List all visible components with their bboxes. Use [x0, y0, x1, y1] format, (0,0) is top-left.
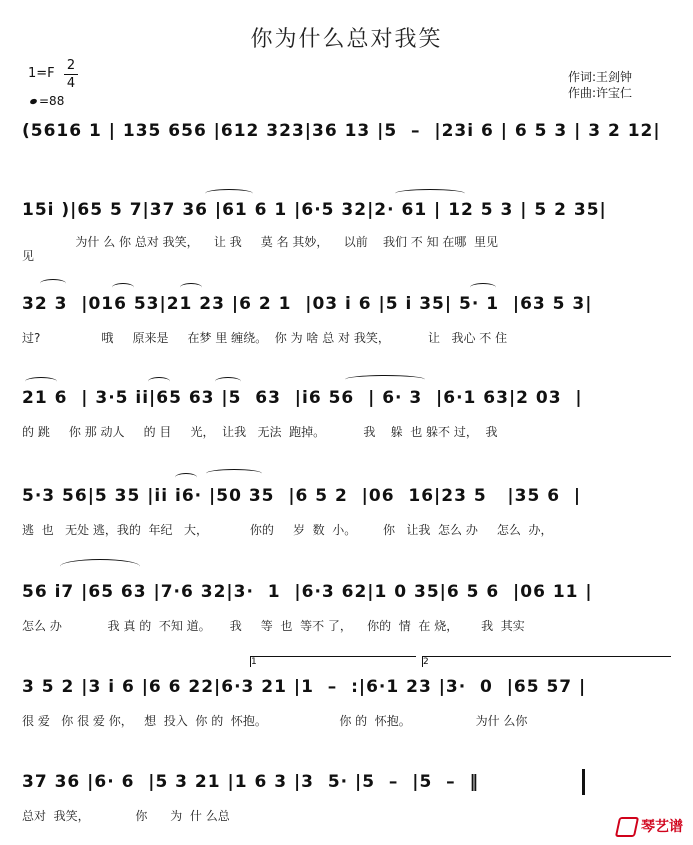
staff-system-3 — [0, 289, 693, 345]
notation-line: 5·3 56|5 35 |ii i6· |50 35 |6 5 2 |06 16|23 5 |35 6 | — [22, 486, 582, 506]
slur — [40, 279, 66, 288]
staff-system-1 — [0, 116, 693, 166]
notation-line: 15i )|65 5 7|37 36 |61 6 1 |6·5 32|2· 61 | 12 5 3 | 5 2 35| — [22, 200, 607, 220]
staff-system-4 — [0, 383, 693, 439]
staff-system-2 — [0, 195, 693, 263]
lyric-line: 的 跳 你 那 动人 的 目 光， 让我 无法 跑掉。 我 躲 也 躲不 过， 我 — [22, 425, 498, 439]
slur — [175, 473, 197, 482]
song-title: 你为什么总对我笑 — [250, 27, 443, 52]
slur — [215, 377, 241, 386]
notation-line: 56 i7 |65 63 |7·6 32|3· 1 |6·3 62|1 0 35|6 5 6 |06 11 | — [22, 582, 593, 602]
watermark-text: 琴艺谱 — [641, 819, 683, 835]
volta-second-number: 2 — [423, 657, 429, 667]
lyric-line: 很 爱 你 很 爱 你， 想 投入 你 的 怀抱。 你 的 怀抱。 为什 么你 — [22, 714, 528, 728]
slur — [112, 283, 134, 292]
lyric-line: 过? 哦 原来是 在梦 里 缠绕。 你 为 啥 总 对 我笑， 让 我心 不 住 — [22, 331, 508, 345]
notation-line: (5616 1 | 135 656 |612 323|36 13 |5 – |23i 6 | 6 5 3 | 3 2 12| — [22, 121, 661, 141]
time-signature-divider — [64, 74, 78, 75]
slur — [180, 283, 202, 292]
staff-system-7 — [0, 657, 693, 728]
staff-system-8 — [0, 767, 693, 823]
volta-first-number: 1 — [251, 657, 257, 667]
slur — [205, 189, 253, 198]
volta-second-ending — [422, 656, 671, 667]
staff-system-6 — [0, 577, 693, 633]
logo-icon — [615, 817, 639, 837]
composer-credit: 作曲:许宝仁 — [568, 86, 633, 100]
notation-line: 3 5 2 |3 i 6 |6 6 22|6·3 21 |1 – :|6·1 23 |3· 0 |65 57 | — [22, 677, 587, 697]
quarter-note-icon — [29, 98, 37, 105]
slur — [148, 377, 170, 386]
notation-line: 32 3 |016 53|21 23 |6 2 1 |03 i 6 |5 i 35| 5· 1 |63 5 3| — [22, 294, 593, 314]
time-signature-top: 2 — [66, 58, 76, 73]
staff-system-5 — [0, 481, 693, 537]
lyric-line: 怎么 办 我 真 的 不知 道。 我 等 也 等不 了， 你的 情 在 烧， 我 其实 — [22, 619, 525, 633]
lyric-line: 总对 我笑， 你 为 什 么总 — [22, 809, 230, 823]
tempo-marking — [30, 94, 64, 108]
slur — [395, 189, 465, 198]
time-signature-bottom: 4 — [66, 76, 76, 91]
slur — [25, 377, 57, 386]
key-signature: 1=F — [28, 66, 55, 81]
lyricist-credit: 作词:王剑钟 — [568, 70, 633, 84]
time-signature — [64, 58, 78, 91]
slur — [470, 283, 496, 292]
volta-first-ending — [250, 656, 416, 667]
tempo-value: =88 — [39, 94, 65, 108]
slur — [345, 375, 425, 384]
lyric-line: 逃 也 无处 逃，我的 年纪 大， 你的 岁 数 小。 你 让我 怎么 办 怎么 办， — [22, 523, 553, 537]
slur — [206, 469, 262, 478]
notation-line: 37 36 |6· 6 |5 3 21 |1 6 3 |3 5· |5 – |5 – ‖ — [22, 772, 479, 792]
final-barline — [582, 769, 585, 795]
watermark-logo — [617, 816, 683, 837]
notation-line: 21 6 | 3·5 ii|65 63 |5 63 |i6 56 | 6· 3 |6·1 63|2 03 | — [22, 388, 583, 408]
lyric-line: 为什 么 你 总对 我笑， 让 我 莫 名 其妙， 以前 我们 不 知 在哪 里见 见 — [22, 235, 499, 263]
slur — [60, 559, 140, 574]
